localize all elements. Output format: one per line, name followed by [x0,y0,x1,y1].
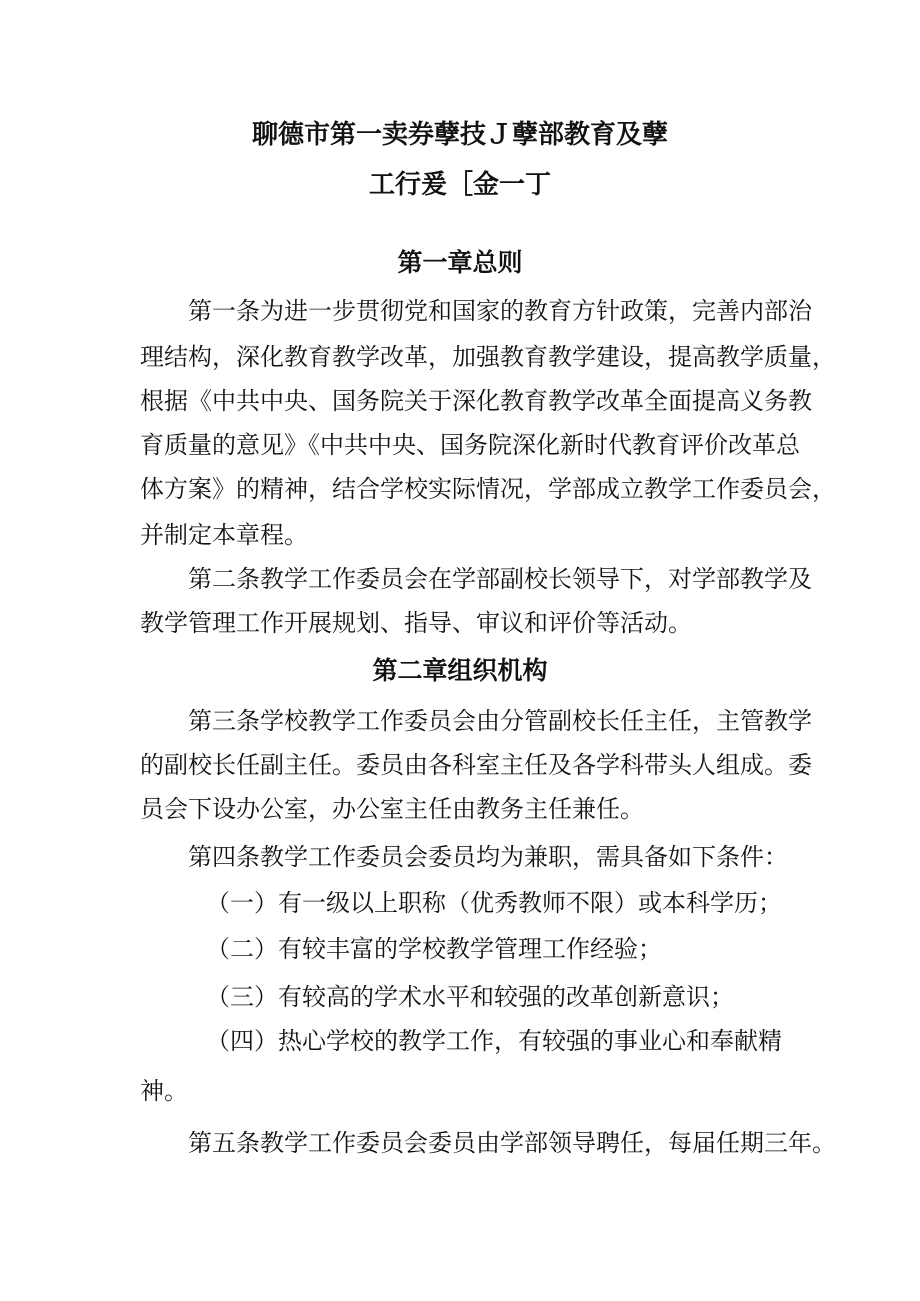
chapter-2-heading: 第二章组织机构 [372,656,548,685]
list-item: （四）热心学校的教学工作，有较强的事业心和奉献精 [206,1027,782,1055]
paragraph-line: 理结构，深化教育教学改革，加强教育教学建设，提高教学质量， [140,343,836,371]
paragraph-line: 的副校长任副主任。委员由各科室主任及各学科带头人组成。委 [140,751,812,779]
list-item: （二）有较丰富的学校教学管理工作经验； [206,935,662,963]
paragraph-line: 第一条为进一步贯彻党和国家的教育方针政策，完善内部治 [188,297,812,325]
list-item: （一）有一级以上职称（优秀教师不限）或本科学历； [206,889,782,917]
document-title-line-1: 聊德市第一卖券孽技Ｊ孽部教育及孽 [251,120,668,150]
paragraph-line: 第四条教学工作委员会委员均为兼职，需具备如下条件： [188,843,788,871]
paragraph-line: 第二条教学工作委员会在学部副校长领导下，对学部教学及 [188,565,812,593]
paragraph-line: 第五条教学工作委员会委员由学部领导聘任，每届任期三年。 [188,1129,836,1157]
list-item: （三）有较高的学术水平和较强的改革创新意识； [206,983,734,1011]
paragraph-line: 员会下设办公室，办公室主任由教务主任兼任。 [140,795,644,823]
chapter-1-heading: 第一章总则 [397,248,523,277]
paragraph-line: 教学管理工作开展规划、指导、审议和评价等活动。 [140,609,692,637]
paragraph-line: 根据《中共中央、国务院关于深化教育教学改革全面提高义务教 [140,387,812,415]
paragraph-line: 育质量的意见》《中共中央、国务院深化新时代教育评价改革总 [140,431,800,459]
paragraph-line: 第三条学校教学工作委员会由分管副校长任主任，主管教学 [188,707,812,735]
paragraph-line: 并制定本章程。 [140,521,308,549]
document-title-line-2: 工行爰［金一丁 [368,170,551,200]
paragraph-line: 体方案》的精神，结合学校实际情况，学部成立教学工作委员会， [140,475,836,503]
list-item-continuation: 神。 [140,1077,188,1105]
